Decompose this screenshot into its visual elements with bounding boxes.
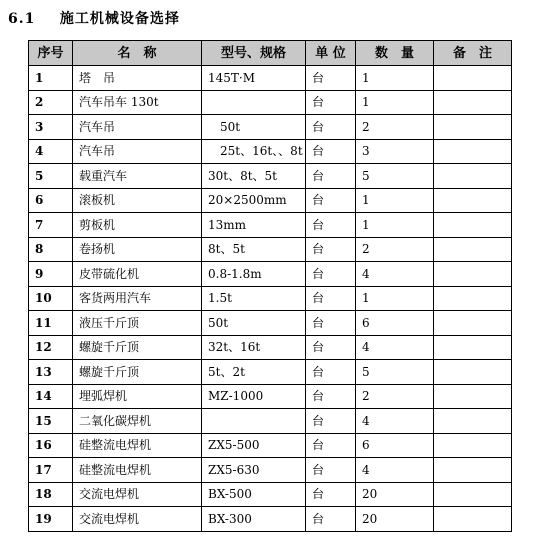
cell-serial: 1	[29, 66, 73, 91]
cell-serial: 8	[29, 237, 73, 262]
cell-model-spec	[202, 409, 306, 434]
cell-name: 硅整流电焊机	[73, 433, 202, 458]
cell-serial: 6	[29, 188, 73, 213]
cell-quantity: 6	[356, 433, 434, 458]
cell-model-spec: 20×2500mm	[202, 188, 306, 213]
cell-model-spec: 0.8-1.8m	[202, 262, 306, 287]
cell-name: 塔 吊	[73, 66, 202, 91]
cell-unit: 台	[306, 66, 356, 91]
cell-unit: 台	[306, 335, 356, 360]
cell-name: 二氧化碳焊机	[73, 409, 202, 434]
cell-name: 螺旋千斤顶	[73, 360, 202, 385]
section-heading	[8, 8, 180, 30]
cell-name: 螺旋千斤顶	[73, 335, 202, 360]
cell-model-spec: BX-500	[202, 482, 306, 507]
cell-unit: 台	[306, 188, 356, 213]
cell-quantity: 20	[356, 507, 434, 532]
cell-name: 硅整流电焊机	[73, 458, 202, 483]
cell-unit: 台	[306, 213, 356, 238]
cell-model-spec: 145T·M	[202, 66, 306, 91]
table-row	[29, 458, 512, 483]
cell-quantity: 4	[356, 458, 434, 483]
table-row	[29, 409, 512, 434]
cell-serial: 15	[29, 409, 73, 434]
cell-serial: 12	[29, 335, 73, 360]
cell-unit: 台	[306, 115, 356, 140]
table-row	[29, 90, 512, 115]
cell-remarks	[434, 90, 512, 115]
cell-remarks	[434, 335, 512, 360]
table-row	[29, 433, 512, 458]
cell-name: 埋弧焊机	[73, 384, 202, 409]
cell-quantity: 1	[356, 66, 434, 91]
cell-quantity: 4	[356, 262, 434, 287]
cell-quantity: 4	[356, 409, 434, 434]
header-quantity: 数 量	[356, 41, 434, 66]
cell-unit: 台	[306, 507, 356, 532]
cell-unit: 台	[306, 139, 356, 164]
cell-unit: 台	[306, 286, 356, 311]
table-row	[29, 360, 512, 385]
cell-model-spec: MZ-1000	[202, 384, 306, 409]
cell-serial: 2	[29, 90, 73, 115]
cell-serial: 13	[29, 360, 73, 385]
table-row	[29, 66, 512, 91]
table-row	[29, 286, 512, 311]
cell-unit: 台	[306, 311, 356, 336]
cell-remarks	[434, 433, 512, 458]
cell-model-spec: BX-300	[202, 507, 306, 532]
cell-remarks	[434, 507, 512, 532]
cell-remarks	[434, 458, 512, 483]
table-row	[29, 139, 512, 164]
cell-quantity: 1	[356, 90, 434, 115]
cell-remarks	[434, 409, 512, 434]
header-model-spec: 型号、规格	[202, 41, 306, 66]
cell-name: 滚板机	[73, 188, 202, 213]
cell-name: 液压千斤顶	[73, 311, 202, 336]
cell-model-spec: ZX5-500	[202, 433, 306, 458]
cell-unit: 台	[306, 384, 356, 409]
cell-quantity: 6	[356, 311, 434, 336]
cell-model-spec: 1.5t	[202, 286, 306, 311]
cell-name: 交流电焊机	[73, 507, 202, 532]
cell-remarks	[434, 139, 512, 164]
cell-serial: 16	[29, 433, 73, 458]
cell-name: 剪板机	[73, 213, 202, 238]
cell-quantity: 5	[356, 360, 434, 385]
cell-remarks	[434, 360, 512, 385]
cell-serial: 5	[29, 164, 73, 189]
cell-unit: 台	[306, 458, 356, 483]
cell-model-spec	[202, 90, 306, 115]
cell-remarks	[434, 384, 512, 409]
cell-remarks	[434, 115, 512, 140]
cell-unit: 台	[306, 237, 356, 262]
cell-quantity: 1	[356, 213, 434, 238]
table-header-row	[29, 41, 512, 66]
cell-model-spec: 5t、2t	[202, 360, 306, 385]
table-row	[29, 188, 512, 213]
table-row	[29, 237, 512, 262]
cell-name: 客货两用汽车	[73, 286, 202, 311]
cell-model-spec: 50t	[202, 115, 306, 140]
cell-remarks	[434, 188, 512, 213]
cell-unit: 台	[306, 262, 356, 287]
cell-remarks	[434, 286, 512, 311]
section-number: 6.1	[8, 11, 36, 27]
table-row	[29, 311, 512, 336]
cell-quantity: 20	[356, 482, 434, 507]
table-row	[29, 507, 512, 532]
cell-serial: 3	[29, 115, 73, 140]
cell-serial: 19	[29, 507, 73, 532]
cell-unit: 台	[306, 409, 356, 434]
cell-remarks	[434, 66, 512, 91]
cell-model-spec: ZX5-630	[202, 458, 306, 483]
cell-name: 皮带硫化机	[73, 262, 202, 287]
table-row	[29, 482, 512, 507]
cell-remarks	[434, 311, 512, 336]
cell-unit: 台	[306, 164, 356, 189]
cell-name: 载重汽车	[73, 164, 202, 189]
cell-unit: 台	[306, 90, 356, 115]
cell-remarks	[434, 213, 512, 238]
cell-quantity: 1	[356, 286, 434, 311]
cell-remarks	[434, 237, 512, 262]
cell-quantity: 3	[356, 139, 434, 164]
header-name: 名 称	[73, 41, 202, 66]
cell-quantity: 1	[356, 188, 434, 213]
cell-unit: 台	[306, 433, 356, 458]
cell-model-spec: 30t、8t、5t	[202, 164, 306, 189]
cell-name: 汽车吊	[73, 139, 202, 164]
table-row	[29, 213, 512, 238]
cell-model-spec: 32t、16t	[202, 335, 306, 360]
cell-model-spec: 25t、16t、、8t	[202, 139, 306, 164]
cell-serial: 11	[29, 311, 73, 336]
cell-serial: 10	[29, 286, 73, 311]
cell-unit: 台	[306, 360, 356, 385]
table-row	[29, 335, 512, 360]
cell-model-spec: 8t、5t	[202, 237, 306, 262]
cell-serial: 17	[29, 458, 73, 483]
header-unit: 单 位	[306, 41, 356, 66]
section-title: 施工机械设备选择	[59, 11, 180, 27]
cell-serial: 14	[29, 384, 73, 409]
cell-name: 卷扬机	[73, 237, 202, 262]
equipment-table	[28, 40, 512, 532]
cell-unit: 台	[306, 482, 356, 507]
cell-quantity: 4	[356, 335, 434, 360]
cell-model-spec: 50t	[202, 311, 306, 336]
cell-remarks	[434, 262, 512, 287]
cell-remarks	[434, 164, 512, 189]
cell-quantity: 2	[356, 237, 434, 262]
table-row	[29, 384, 512, 409]
cell-serial: 4	[29, 139, 73, 164]
table-row	[29, 164, 512, 189]
cell-quantity: 5	[356, 164, 434, 189]
cell-serial: 7	[29, 213, 73, 238]
table-row	[29, 115, 512, 140]
cell-quantity: 2	[356, 115, 434, 140]
table-row	[29, 262, 512, 287]
cell-serial: 18	[29, 482, 73, 507]
cell-model-spec: 13mm	[202, 213, 306, 238]
cell-name: 汽车吊车 130t	[73, 90, 202, 115]
cell-name: 交流电焊机	[73, 482, 202, 507]
header-remarks: 备 注	[434, 41, 512, 66]
header-serial: 序号	[29, 41, 73, 66]
cell-remarks	[434, 482, 512, 507]
cell-serial: 9	[29, 262, 73, 287]
cell-quantity: 2	[356, 384, 434, 409]
cell-name: 汽车吊	[73, 115, 202, 140]
